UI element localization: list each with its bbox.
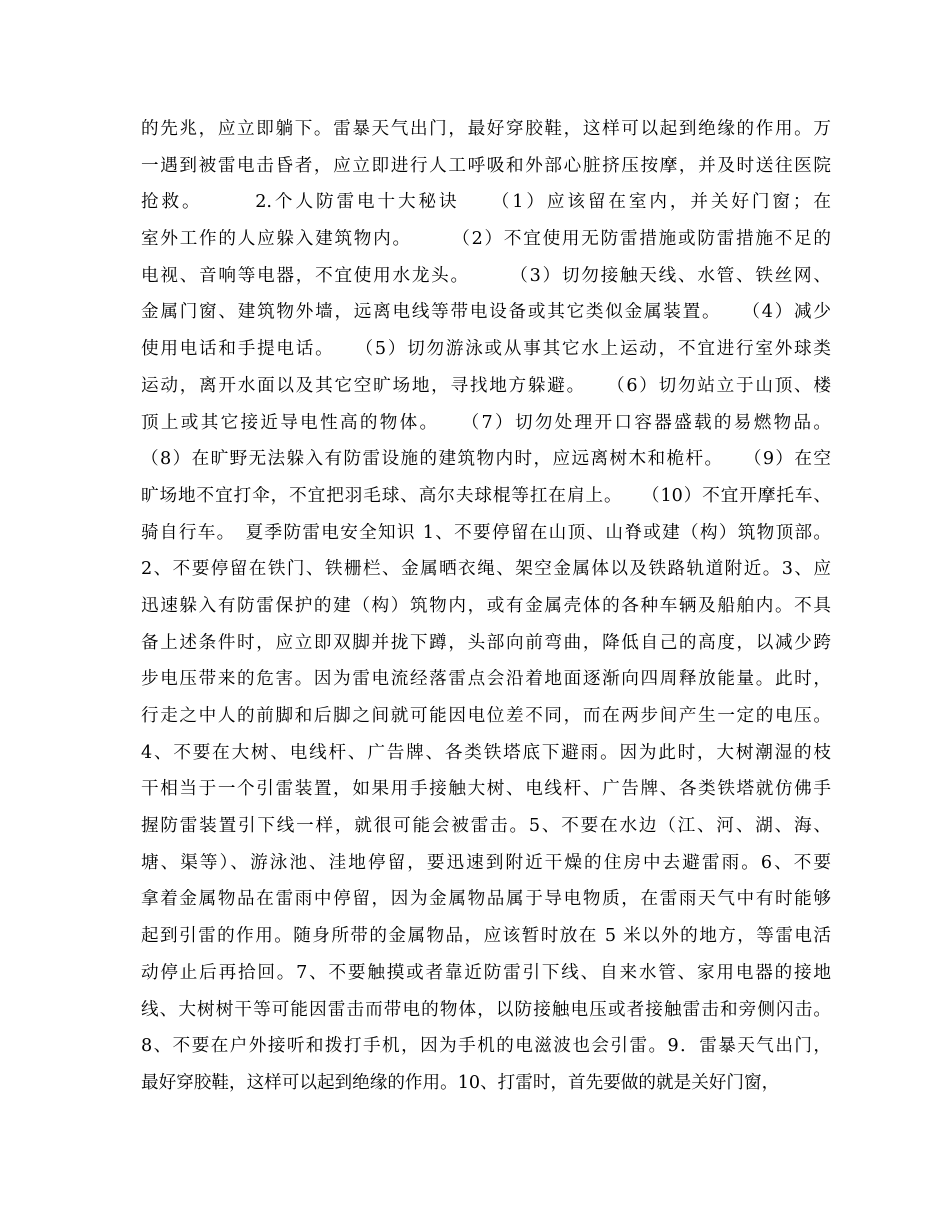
- text-line: 备上述条件时，应立即双脚并拢下蹲，头部向前弯曲，降低自己的高度，以减少跨: [141, 632, 831, 653]
- text-line: 室外工作的人应躲入建筑物内。 （2）不宜使用无防雷措施或防雷措施不足的: [141, 229, 831, 250]
- text-line: （8）在旷野无法躲入有防雷设施的建筑物内时，应远离树木和桅杆。 （9）在空: [141, 449, 831, 470]
- text-line: 握防雷装置引下线一样，就很可能会被雷击。5、不要在水边（江、河、湖、海、: [141, 816, 831, 837]
- text-line: 电视、音响等电器，不宜使用水龙头。 （3）切勿接触天线、水管、铁丝网、: [141, 265, 831, 286]
- text-line: 线、大树树干等可能因雷击而带电的物体，以防接触电压或者接触雷击和旁侧闪击。: [141, 999, 831, 1020]
- text-line: 起到引雷的作用。随身所带的金属物品，应该暂时放在 5 米以外的地方，等雷电活: [141, 926, 831, 947]
- text-line: 动停止后再拾回。7、不要触摸或者靠近防雷引下线、自来水管、家用电器的接地: [141, 962, 831, 983]
- text-line: 顶上或其它接近导电性高的物体。 （7）切勿处理开口容器盛载的易燃物品。: [141, 412, 831, 433]
- text-line: 迅速躲入有防雷保护的建（构）筑物内，或有金属壳体的各种车辆及船舶内。不具: [141, 595, 831, 616]
- text-line: 步电压带来的危害。因为雷电流经落雷点会沿着地面逐渐向四周释放能量。此时，: [141, 669, 831, 690]
- text-line: 一遇到被雷电击昏者，应立即进行人工呼吸和外部心脏挤压按摩，并及时送往医院: [141, 155, 831, 176]
- text-line: 旷场地不宜打伞，不宜把羽毛球、高尔夫球棍等扛在肩上。 （10）不宜开摩托车、: [141, 485, 831, 506]
- text-line: 塘、渠等）、游泳池、洼地停留，要迅速到附近干燥的住房中去避雷雨。6、不要: [141, 852, 831, 873]
- body-text: [141, 111, 831, 1102]
- text-line: 最好穿胶鞋，这样可以起到绝缘的作用。10、打雷时，首先要做的就是关好门窗，: [141, 1072, 780, 1093]
- text-line: 使用电话和手提电话。 （5）切勿游泳或从事其它水上运动，不宜进行室外球类: [141, 339, 831, 360]
- text-line: 2、不要停留在铁门、铁栅栏、金属晒衣绳、架空金属体以及铁路轨道附近。3、应: [141, 559, 831, 580]
- text-line: 4、不要在大树、电线杆、广告牌、各类铁塔底下避雨。因为此时，大树潮湿的枝: [141, 742, 831, 763]
- text-line: 干相当于一个引雷装置，如果用手接触大树、电线杆、广告牌、各类铁塔就仿佛手: [141, 779, 831, 800]
- text-line: 骑自行车。 夏季防雷电安全知识 1、不要停留在山顶、山脊或建（构）筑物顶部。: [141, 522, 831, 543]
- text-line: 金属门窗、建筑物外墙，远离电线等带电设备或其它类似金属装置。 （4）减少: [141, 302, 831, 323]
- text-line: 抢救。 2.个人防雷电十大秘诀 （1）应该留在室内，并关好门窗；在: [141, 192, 831, 213]
- text-line: 运动，离开水面以及其它空旷场地，寻找地方躲避。 （6）切勿站立于山顶、楼: [141, 375, 831, 396]
- text-line: 行走之中人的前脚和后脚之间就可能因电位差不同，而在两步间产生一定的电压。: [141, 706, 831, 726]
- text-line: 拿着金属物品在雷雨中停留，因为金属物品属于导电物质，在雷雨天气中有时能够: [141, 889, 831, 910]
- text-line: 8、不要在户外接听和拨打手机，因为手机的电滋波也会引雷。9．雷暴天气出门，: [141, 1036, 831, 1057]
- text-line: 的先兆，应立即躺下。雷暴天气出门，最好穿胶鞋，这样可以起到绝缘的作用。万: [141, 119, 831, 139]
